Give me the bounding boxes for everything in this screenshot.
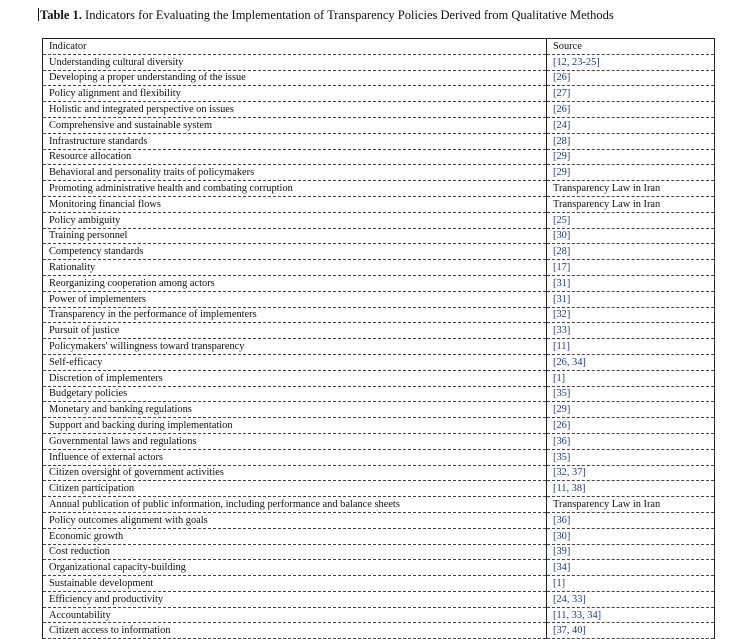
source-citation-link[interactable]: [17] [547, 260, 715, 276]
indicator-cell: Promoting administrative health and combating corruption [43, 181, 547, 197]
table-row [43, 354, 715, 370]
table-row [43, 228, 715, 244]
source-citation-link[interactable]: [37, 40] [547, 623, 715, 639]
source-citation-link[interactable]: [31] [547, 275, 715, 291]
source-citation-link[interactable]: [26, 34] [547, 354, 715, 370]
table-row [43, 133, 715, 149]
table-row [43, 54, 715, 70]
indicator-cell: Power of implementers [43, 291, 547, 307]
table-row [43, 370, 715, 386]
source-cell: Transparency Law in Iran [547, 196, 715, 212]
source-citation-link[interactable]: [25] [547, 212, 715, 228]
indicator-cell: Citizen participation [43, 481, 547, 497]
source-citation-link[interactable]: [30] [547, 528, 715, 544]
table-row [43, 181, 715, 197]
indicator-cell: Cost reduction [43, 544, 547, 560]
indicator-cell: Monitoring financial flows [43, 196, 547, 212]
indicator-cell: Self-efficacy [43, 354, 547, 370]
indicator-cell: Policy outcomes alignment with goals [43, 512, 547, 528]
indicator-cell: Policy ambiguity [43, 212, 547, 228]
table-row [43, 196, 715, 212]
source-citation-link[interactable]: [34] [547, 560, 715, 576]
table-row [43, 165, 715, 181]
table-row [43, 512, 715, 528]
source-citation-link[interactable]: [36] [547, 433, 715, 449]
table-row [43, 86, 715, 102]
source-cell: Transparency Law in Iran [547, 181, 715, 197]
source-citation-link[interactable]: [36] [547, 512, 715, 528]
table-row [43, 117, 715, 133]
indicator-cell: Citizen oversight of government activities [43, 465, 547, 481]
indicator-cell: Budgetary policies [43, 386, 547, 402]
table-row [43, 386, 715, 402]
table-row [43, 70, 715, 86]
indicator-cell: Reorganizing cooperation among actors [43, 275, 547, 291]
indicator-cell: Monetary and banking regulations [43, 402, 547, 418]
caption-label: Table 1. [40, 8, 82, 22]
table-row [43, 323, 715, 339]
source-citation-link[interactable]: [33] [547, 323, 715, 339]
source-cell: Transparency Law in Iran [547, 497, 715, 513]
indicator-cell: Competency standards [43, 244, 547, 260]
indicator-cell: Discretion of implementers [43, 370, 547, 386]
source-citation-link[interactable]: [29] [547, 149, 715, 165]
source-citation-link[interactable]: [39] [547, 544, 715, 560]
source-citation-link[interactable]: [29] [547, 402, 715, 418]
indicator-cell: Pursuit of justice [43, 323, 547, 339]
indicator-cell: Behavioral and personality traits of policymakers [43, 165, 547, 181]
text-cursor [38, 8, 39, 21]
table-row [43, 244, 715, 260]
source-citation-link[interactable]: [24] [547, 117, 715, 133]
source-citation-link[interactable]: [32] [547, 307, 715, 323]
table-row [43, 402, 715, 418]
indicator-cell: Developing a proper understanding of the issue [43, 70, 547, 86]
table-row [43, 544, 715, 560]
source-citation-link[interactable]: [1] [547, 370, 715, 386]
table-row [43, 291, 715, 307]
source-citation-link[interactable]: [31] [547, 291, 715, 307]
table-caption [38, 8, 614, 23]
indicator-cell: Economic growth [43, 528, 547, 544]
table-row [43, 607, 715, 623]
indicator-cell: Accountability [43, 607, 547, 623]
table-row [43, 102, 715, 118]
indicator-cell: Policy alignment and flexibility [43, 86, 547, 102]
indicator-cell: Sustainable development [43, 576, 547, 592]
indicator-cell: Governmental laws and regulations [43, 433, 547, 449]
source-citation-link[interactable]: [26] [547, 102, 715, 118]
table-row [43, 433, 715, 449]
indicator-cell: Holistic and integrated perspective on issues [43, 102, 547, 118]
source-citation-link[interactable]: [35] [547, 449, 715, 465]
table-row [43, 307, 715, 323]
indicator-cell: Rationality [43, 260, 547, 276]
indicator-cell: Infrastructure standards [43, 133, 547, 149]
table-row [43, 576, 715, 592]
source-citation-link[interactable]: [24, 33] [547, 591, 715, 607]
table-row [43, 149, 715, 165]
source-citation-link[interactable]: [26] [547, 418, 715, 434]
indicator-cell: Organizational capacity-building [43, 560, 547, 576]
header-source: Source [547, 39, 715, 55]
indicator-cell: Resource allocation [43, 149, 547, 165]
indicator-cell: Comprehensive and sustainable system [43, 117, 547, 133]
indicator-cell: Citizen access to information [43, 623, 547, 639]
table-body [43, 54, 715, 638]
table-row [43, 275, 715, 291]
table-row [43, 481, 715, 497]
table-row [43, 449, 715, 465]
source-citation-link[interactable]: [11, 33, 34] [547, 607, 715, 623]
source-citation-link[interactable]: [28] [547, 133, 715, 149]
indicator-cell: Policymakers' willingness toward transparency [43, 339, 547, 355]
source-citation-link[interactable]: [26] [547, 70, 715, 86]
source-citation-link[interactable]: [28] [547, 244, 715, 260]
table-row [43, 528, 715, 544]
source-citation-link[interactable]: [12, 23-25] [547, 54, 715, 70]
source-citation-link[interactable]: [11, 38] [547, 481, 715, 497]
table-row [43, 260, 715, 276]
indicator-cell: Understanding cultural diversity [43, 54, 547, 70]
source-citation-link[interactable]: [32, 37] [547, 465, 715, 481]
indicator-cell: Annual publication of public information, including performance and balance sheets [43, 497, 547, 513]
indicator-cell: Transparency in the performance of implementers [43, 307, 547, 323]
indicators-table [42, 38, 715, 639]
table-header-row [43, 39, 715, 55]
source-citation-link[interactable]: [27] [547, 86, 715, 102]
table-row [43, 497, 715, 513]
header-indicator: Indicator [43, 39, 547, 55]
table-row [43, 212, 715, 228]
table-row [43, 591, 715, 607]
indicator-cell: Influence of external actors [43, 449, 547, 465]
table-row [43, 465, 715, 481]
source-citation-link[interactable]: [35] [547, 386, 715, 402]
table-row [43, 339, 715, 355]
source-citation-link[interactable]: [29] [547, 165, 715, 181]
indicator-cell: Efficiency and productivity [43, 591, 547, 607]
indicator-cell: Training personnel [43, 228, 547, 244]
table-row [43, 418, 715, 434]
caption-text: Indicators for Evaluating the Implementation of Transparency Policies Derived from Qualitative Methods [81, 8, 614, 22]
indicator-cell: Support and backing during implementation [43, 418, 547, 434]
source-citation-link[interactable]: [11] [547, 339, 715, 355]
table-row [43, 560, 715, 576]
table-row [43, 623, 715, 639]
source-citation-link[interactable]: [1] [547, 576, 715, 592]
source-citation-link[interactable]: [30] [547, 228, 715, 244]
